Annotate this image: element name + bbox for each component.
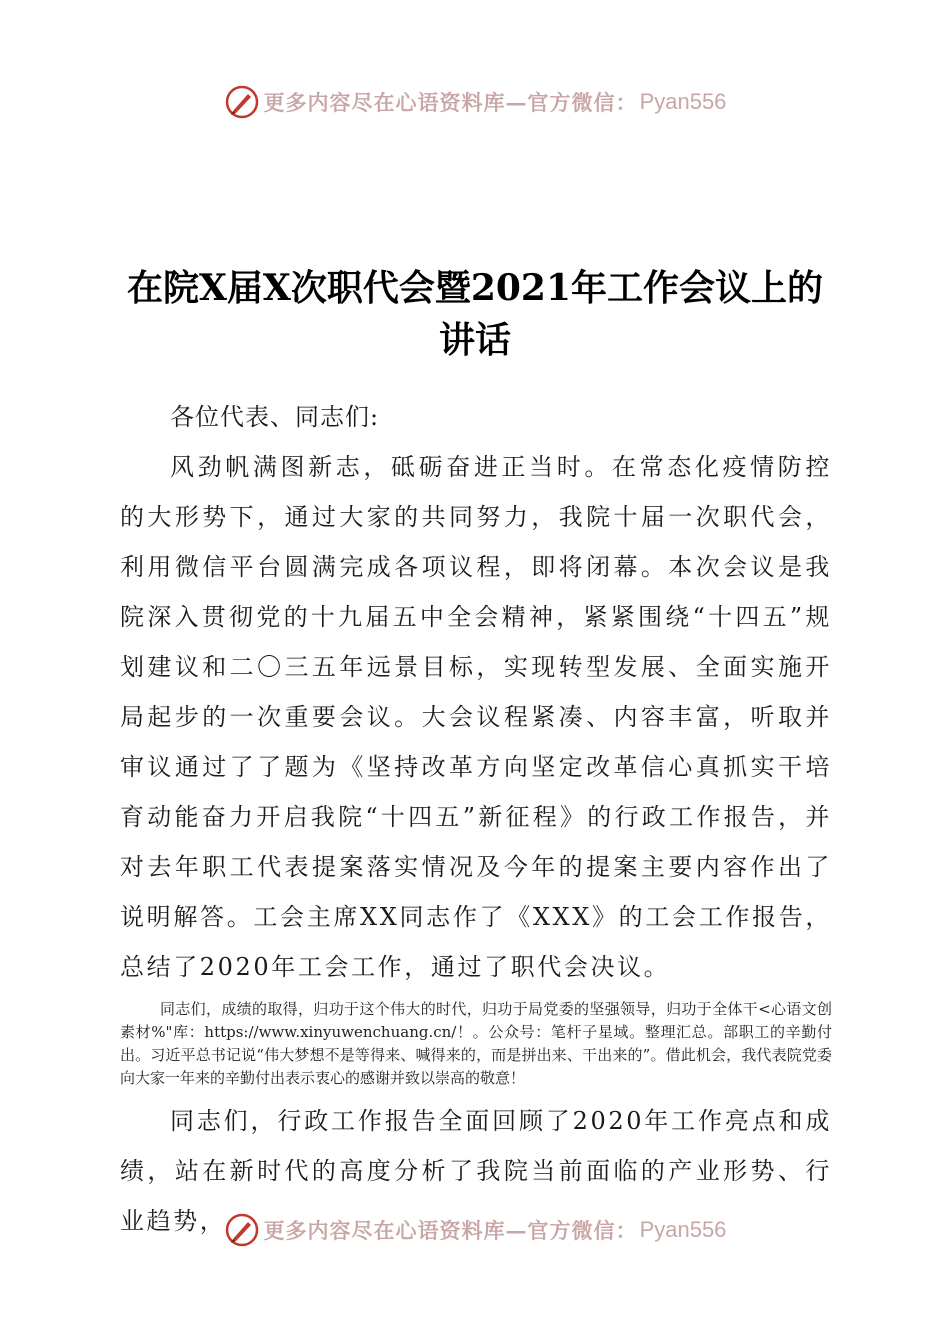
title-line-2: 讲话 xyxy=(438,319,511,361)
header-banner xyxy=(0,82,950,122)
paragraph-2-small: 同志们，成绩的取得，归功于这个伟大的时代，归功于局党委的坚强领导，归功于全体干<心语文创素材%"库：https://www.xinyuwenchuang.cn/！。公众号：笔杆子星域。整理汇总。部职工的辛勤付出。习近平总书记说“伟大梦想不是等得来、喊得来的，而是拼出来、干出来的”。借此机会，我代表院党委向大家一年来的辛勤付出表示衷心的感谢并致以崇高的敬意！ xyxy=(120,1000,832,1087)
footer-wechat-id: Pyan556 xyxy=(639,1217,727,1242)
paragraph-1: 风劲帆满图新志，砥砺奋进正当时。在常态化疫情防控的大形势下，通过大家的共同努力，我院十届一次职代会，利用微信平台圆满完成各项议程，即将闭幕。本次会议是我院深入贯彻党的十九届五中全会精神，紧紧围绕“十四五”规划建议和二〇三五年远景目标，实现转型发展、全面实施开局起步的一次重要会议。大会议程紧凑、内容丰富，听取并审议通过了了题为《坚持改革方向坚定改革信心真抓实干培育动能奋力开启我院“十四五”新征程》的行政工作报告，并对去年职工代表提案落实情况及今年的提案主要内容作出了说明解答。工会主席XX同志作了《XXX》的工会工作报告，总结了2020年工会工作，通过了职代会决议。 xyxy=(120,453,832,981)
pen-logo-icon xyxy=(224,84,260,120)
document-title xyxy=(80,262,870,366)
title-line-1: 在院X届X次职代会暨2021年工作会议上的 xyxy=(126,267,824,309)
paragraph-3: 同志们，行政工作报告全面回顾了2020年工作亮点和成绩，站在新时代的高度分析了我院当前面临的产业形势、行业趋势， xyxy=(120,1107,832,1235)
document-body xyxy=(120,392,832,1246)
footer-banner-text: 更多内容尽在心语资料库—官方微信： xyxy=(263,1218,638,1243)
header-banner-text: 更多内容尽在心语资料库—官方微信： xyxy=(263,90,638,115)
pen-logo-icon xyxy=(224,1212,260,1248)
footer-banner xyxy=(0,1210,950,1250)
header-wechat-id: Pyan556 xyxy=(639,89,727,114)
greeting: 各位代表、同志们: xyxy=(170,403,380,431)
